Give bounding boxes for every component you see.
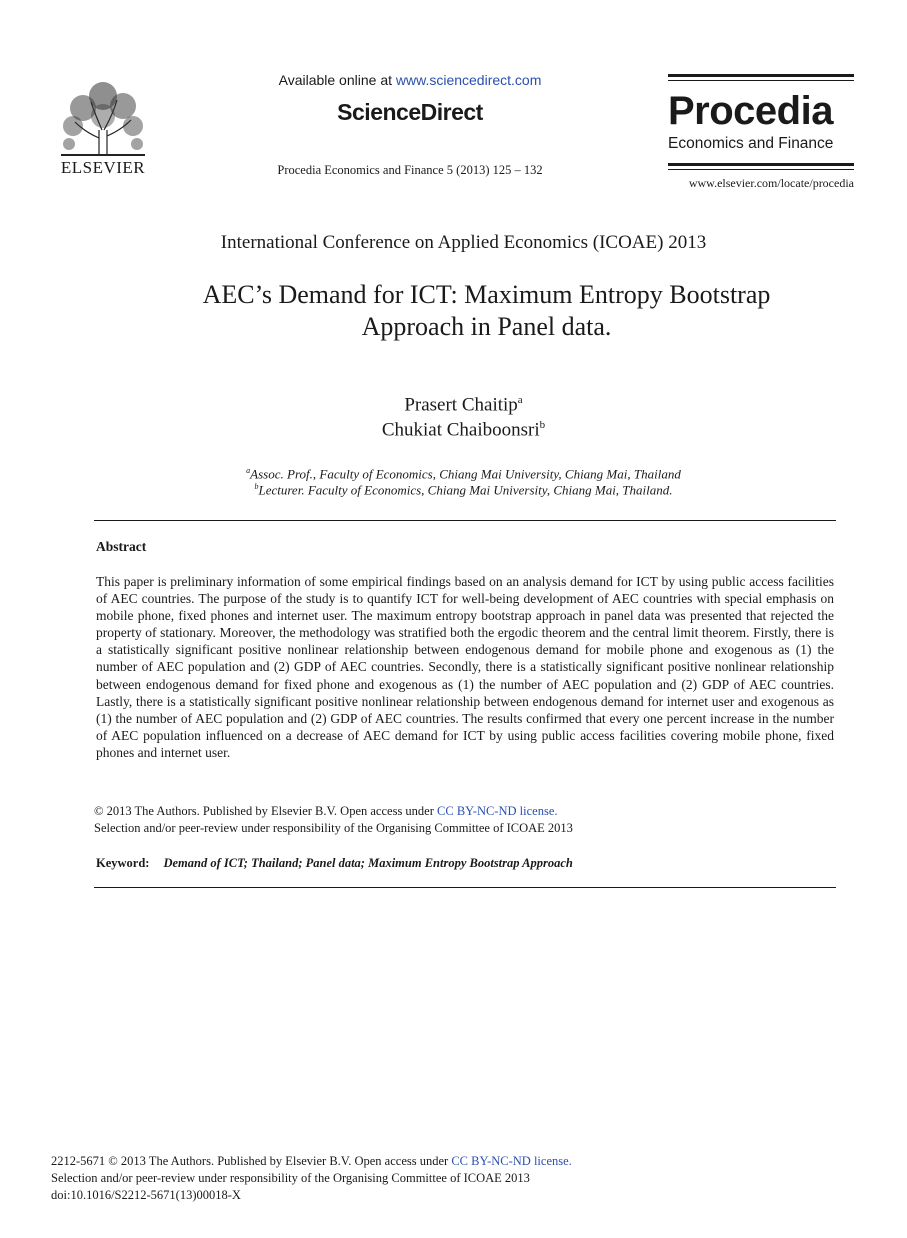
divider-top: [94, 520, 836, 521]
keywords-value: Demand of ICT; Thailand; Panel data; Maximum Entropy Bootstrap Approach: [163, 856, 573, 870]
conference-name: International Conference on Applied Economics (ICOAE) 2013: [220, 232, 707, 253]
copyright-line: [94, 804, 558, 819]
footer-prefix: 2212-5671 © 2013 The Authors. Published by Elsevier B.V. Open access under: [51, 1154, 452, 1168]
journal-brand-subtitle: Economics and Finance: [668, 135, 834, 152]
footer-license-link[interactable]: CC BY-NC-ND license.: [451, 1154, 572, 1168]
paper-title: [120, 279, 853, 343]
affiliation-1: [0, 466, 907, 482]
paper-title-line-2: Approach in Panel data.: [361, 312, 612, 341]
footer-issn-line: [51, 1154, 572, 1169]
journal-url[interactable]: www.elsevier.com/locate/procedia: [688, 176, 854, 190]
affiliation-2: [0, 482, 907, 498]
author-mark: a: [517, 394, 523, 406]
author-name: Chukiat Chaiboonsri: [381, 419, 540, 441]
author-name: Prasert Chaitip: [404, 394, 518, 416]
peer-review-line: Selection and/or peer-review under responsibility of the Organising Committee of ICOAE 2013: [94, 821, 573, 835]
available-online: [250, 72, 570, 88]
brand-rule-bottom-thin: [668, 169, 854, 170]
paper-title-line-1: AEC’s Demand for ICT: Maximum Entropy Bootstrap: [202, 280, 771, 309]
affiliation-mark: a: [246, 466, 251, 475]
platform-logo: ScienceDirect: [337, 99, 483, 125]
keywords: [96, 856, 573, 871]
journal-reference: Procedia Economics and Finance 5 (2013) 125 – 132: [277, 163, 543, 177]
affiliation-text: Lecturer. Faculty of Economics, Chiang Mai University, Chiang Mai, Thailand.: [258, 482, 673, 498]
author-mark: b: [539, 419, 546, 431]
available-prefix: Available online at: [278, 72, 396, 88]
journal-brand-block: [668, 74, 854, 170]
footer-peer-review: Selection and/or peer-review under responsibility of the Organising Committee of ICOAE 2013: [51, 1171, 530, 1185]
affiliation-text: Assoc. Prof., Faculty of Economics, Chiang Mai University, Chiang Mai, Thailand: [250, 466, 681, 482]
footer-doi[interactable]: doi:10.1016/S2212-5671(13)00018-X: [51, 1188, 241, 1202]
brand-rule-top: [668, 74, 854, 77]
copyright-prefix: © 2013 The Authors. Published by Elsevier B.V. Open access under: [94, 804, 438, 818]
divider-bottom: [94, 887, 836, 888]
affiliation-mark: b: [254, 482, 259, 491]
author-2: [0, 419, 907, 441]
journal-brand: Procedia: [668, 89, 833, 133]
keywords-label: Keyword:: [96, 856, 150, 870]
sciencedirect-link[interactable]: www.sciencedirect.com: [395, 72, 542, 88]
abstract-body: This paper is preliminary information of some empirical findings based on an analysis demand for ICT by using public access facilities of AEC countries. The purpose of the study is to quantify ICT for well-being development of AEC countries with special emphasis on mobile phone, fixed phones and internet user. The maximum entropy bootstrap approach in panel data was presented that rejected the property of stationary. Moreover, the methodology was stratified both the ergodic theorem and the central limit theorem. Firstly, there is a statistically significant positive nonlinear relationship between endogenous demand for mobile phone and exogenous as (1) the number of AEC population and (2) GDP of AEC countries. Secondly, there is a statistically significant positive nonlinear relationship between endogenous demand for fixed phone and exogenous as (1) the number of AEC population and (2) GDP of AEC countries. Lastly, there is a statistically significant positive nonlinear relationship between endogenous demand for internet user and exogenous as (1) the number of AEC population and (2) GDP of AEC countries. The results confirmed that every one percent increase in the number of AEC population influenced on a decrease of AEC demand for ICT by using public access facilities covering mobile phone, fixed phones and internet user.: [96, 574, 834, 760]
abstract-heading: Abstract: [96, 539, 147, 554]
brand-rule-top-thin: [668, 80, 854, 81]
brand-rule-bottom: [668, 163, 854, 166]
license-link[interactable]: CC BY-NC-ND license.: [437, 804, 558, 818]
author-1: [0, 394, 907, 416]
publisher-wordmark: ELSEVIER: [60, 158, 146, 177]
